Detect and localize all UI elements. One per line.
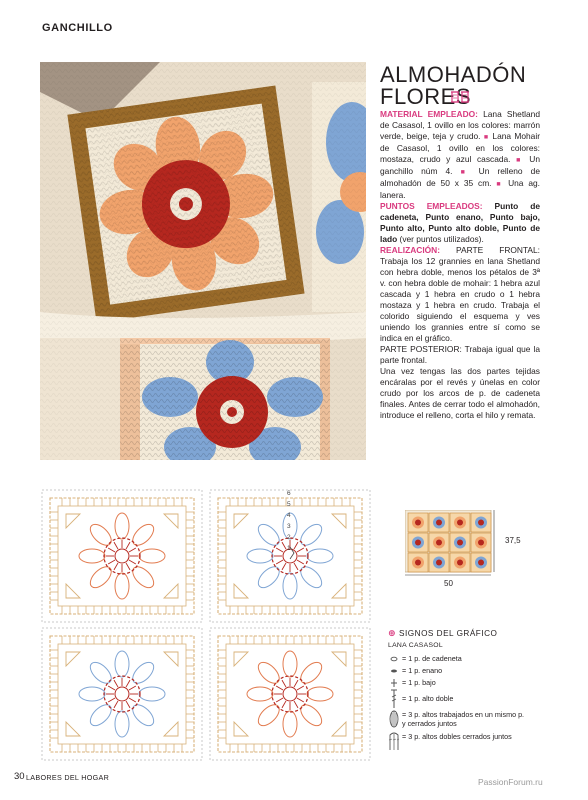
corner-cluster	[234, 652, 248, 666]
granny-tan-round	[218, 636, 362, 752]
granny-outer-border	[42, 628, 202, 760]
cluster-3dc-icon	[388, 709, 400, 729]
article-body	[380, 109, 540, 421]
center-stitch	[294, 542, 298, 549]
granny-tan-round	[50, 498, 194, 614]
cushion-photo	[40, 62, 366, 460]
thumb-center	[415, 520, 421, 526]
petal-cluster	[247, 687, 273, 701]
center-stitch	[129, 548, 136, 552]
crochet-chart	[38, 487, 374, 763]
thumb-center	[436, 540, 442, 546]
row-number-label: 6	[287, 490, 291, 497]
legend-title	[388, 628, 528, 639]
center-stitch	[108, 560, 115, 564]
center-magic-ring	[283, 687, 297, 701]
petal-cluster	[297, 659, 325, 687]
granny-inner-round	[58, 644, 186, 744]
bullet-square-icon: ■	[483, 134, 490, 141]
row-number-label: 5	[287, 501, 291, 508]
legend-item: = 1 p. enano	[388, 665, 528, 677]
granny-inner-round	[58, 506, 186, 606]
thumb-center	[478, 520, 484, 526]
legend-item: = 1 p. bajo	[388, 677, 528, 689]
realizacion-text: PARTE FRONTAL: Trabaja los 12 grannies en lana Shetland con hebra doble, menos los pétalos de 3ª v. con hebra doble de mohair: 1 hebra azul cascada y 1 hebra en crudo o 1 hebra mostaza y 1 hebra en crudo. Trabaja el colorido siguiendo el esquema y ves uniendo los grannies entre sí como se indica en el gráfico.	[380, 245, 540, 343]
materials-text-1: Lana Shetland de Casasol, 1 ovillo en los colores: marrón verde, beige, teja y crudo.	[380, 109, 540, 141]
petal-cluster	[247, 549, 273, 563]
final-paragraph: Una vez tengas las dos partes tejidas encáralas por el revés y únelas en color crudo por los arcos de p. de cadeneta finales. Antes de cerrar todo el almohadón, introduce el relleno, corta el hilo y remata.	[380, 366, 540, 420]
petal-cluster	[129, 701, 157, 729]
center-stitch	[114, 542, 118, 549]
center-stitch	[297, 560, 304, 564]
granny-outer-border	[42, 490, 202, 622]
cluster-3tr-icon	[388, 731, 400, 751]
petal-cluster	[129, 563, 157, 591]
article-title-line2: FLORES	[380, 84, 472, 109]
height-dimension-label: 37,5	[505, 536, 521, 545]
petal-cluster	[255, 701, 283, 729]
granny-outer-border	[210, 628, 370, 760]
corner-cluster	[234, 722, 248, 736]
center-stitch	[108, 686, 115, 690]
legend-subtitle: LANA CASASOL	[388, 642, 443, 649]
cushion-photo-illustration	[40, 62, 366, 460]
corner-cluster	[332, 514, 346, 528]
petal-cluster	[297, 521, 325, 549]
corner-cluster	[66, 722, 80, 736]
single-crochet-icon	[388, 677, 400, 689]
petal-cluster	[87, 563, 115, 591]
petal-cluster	[87, 659, 115, 687]
granny-outer-border	[210, 490, 370, 622]
yarn-spools-icon	[450, 89, 470, 105]
thumb-center	[478, 540, 484, 546]
petal-cluster	[79, 687, 105, 701]
bullet-square-icon: ■	[496, 181, 504, 188]
center-stitch	[114, 701, 118, 708]
petal-cluster	[115, 513, 129, 539]
petal-cluster	[115, 711, 129, 737]
section-label: GANCHILLO	[42, 22, 113, 34]
slip-stitch-icon	[388, 665, 400, 677]
corner-cluster	[234, 514, 248, 528]
bullet-square-icon: ■	[460, 169, 471, 176]
petal-cluster	[283, 651, 297, 677]
center-stitch	[276, 548, 283, 552]
petal-cluster	[139, 549, 165, 563]
granny-inner-round	[226, 644, 354, 744]
corner-cluster	[234, 584, 248, 598]
thumb-center	[478, 560, 484, 566]
center-stitch	[282, 680, 286, 687]
center-magic-ring	[115, 549, 129, 563]
materials-text-4: Un relleno de almohadón de 50 x 35 cm.	[380, 166, 540, 188]
row-number-label: 2	[287, 534, 291, 541]
row-number-label: 3	[287, 523, 291, 530]
legend-item: = 1 p. alto doble	[388, 689, 528, 709]
center-stitch	[276, 560, 283, 564]
center-stitch	[126, 701, 130, 708]
thumb-center	[457, 540, 463, 546]
materials-label: MATERIAL EMPLEADO:	[380, 109, 478, 119]
center-stitch	[276, 698, 283, 702]
corner-cluster	[332, 584, 346, 598]
corner-cluster	[332, 652, 346, 666]
petal-cluster	[129, 659, 157, 687]
center-stitch	[282, 563, 286, 570]
petal-cluster	[79, 549, 105, 563]
legend-item: = 1 p. de cadeneta	[388, 653, 528, 665]
petal-cluster	[87, 701, 115, 729]
center-stitch	[294, 701, 298, 708]
center-stitch	[108, 698, 115, 702]
points-tail: (ver puntos utilizados).	[397, 234, 484, 244]
magazine-name: LABORES DEL HOGAR	[26, 773, 110, 782]
row-number-label: 1	[287, 545, 291, 552]
thumb-center	[457, 520, 463, 526]
row-number-label: 4	[287, 512, 291, 519]
center-stitch	[129, 560, 136, 564]
center-stitch	[282, 542, 286, 549]
points-label: PUNTOS EMPLEADOS:	[380, 201, 483, 211]
thumb-center	[415, 540, 421, 546]
bullet-square-icon: ■	[516, 157, 524, 164]
thumb-center	[415, 560, 421, 566]
center-stitch	[294, 563, 298, 570]
petal-cluster	[283, 711, 297, 737]
center-stitch	[114, 680, 118, 687]
corner-cluster	[164, 652, 178, 666]
granny-tan-round	[50, 636, 194, 752]
petal-cluster	[129, 521, 157, 549]
center-stitch	[108, 548, 115, 552]
watermark: PassionForum.ru	[478, 777, 543, 787]
double-treble-icon	[388, 689, 400, 709]
legend-title-text: SIGNOS DEL GRÁFICO	[399, 629, 498, 638]
corner-cluster	[66, 584, 80, 598]
article-title-line1: ALMOHADÓN	[380, 62, 527, 87]
materials-paragraph	[380, 109, 540, 201]
points-paragraph	[380, 201, 540, 245]
realizacion-label: REALIZACIÓN:	[380, 245, 441, 255]
corner-cluster	[164, 584, 178, 598]
center-stitch	[114, 563, 118, 570]
posterior-paragraph: PARTE POSTERIOR: Trabaja igual que la parte frontal.	[380, 344, 540, 365]
corner-cluster	[66, 652, 80, 666]
petal-cluster	[297, 563, 325, 591]
petal-cluster	[307, 687, 333, 701]
materials-text-2: Lana Mohair de Casasol, 1 ovillo en los colores: mostaza, crudo y azul cascada.	[380, 131, 540, 164]
petal-cluster	[87, 521, 115, 549]
cushion-layout-diagram	[405, 510, 497, 576]
chart-symbol-icon: ⊕	[388, 628, 400, 638]
center-stitch	[276, 686, 283, 690]
petal-cluster	[255, 659, 283, 687]
center-stitch	[297, 548, 304, 552]
materials-text-3: Un ganchillo núm 4.	[380, 154, 540, 176]
petal-cluster	[115, 573, 129, 599]
chain-stitch-icon	[388, 653, 400, 665]
center-stitch	[297, 686, 304, 690]
center-magic-ring	[115, 687, 129, 701]
center-stitch	[126, 563, 130, 570]
petal-cluster	[307, 549, 333, 563]
petal-cluster	[255, 563, 283, 591]
corner-cluster	[66, 514, 80, 528]
center-stitch	[126, 542, 130, 549]
petal-cluster	[139, 687, 165, 701]
width-dimension-label: 50	[444, 579, 453, 588]
realizacion-paragraph	[380, 245, 540, 344]
materials-text-5: Una ag. lanera.	[380, 178, 540, 200]
corner-cluster	[164, 722, 178, 736]
center-stitch	[129, 698, 136, 702]
center-stitch	[126, 680, 130, 687]
thumb-center	[436, 520, 442, 526]
page-number: 30	[14, 771, 25, 782]
corner-cluster	[164, 514, 178, 528]
petal-cluster	[255, 521, 283, 549]
chart-legend	[388, 628, 528, 753]
center-stitch	[297, 698, 304, 702]
thumb-center	[457, 560, 463, 566]
corner-cluster	[332, 722, 346, 736]
legend-item: = 3 p. altos dobles cerrados juntos	[388, 731, 528, 753]
thumb-center	[436, 560, 442, 566]
center-stitch	[282, 701, 286, 708]
petal-cluster	[297, 701, 325, 729]
granny-inner-round	[226, 506, 354, 606]
legend-item: = 3 p. altos trabajados en un mismo p. y cerrados juntos	[388, 709, 528, 731]
petal-cluster	[115, 651, 129, 677]
center-stitch	[294, 680, 298, 687]
center-stitch	[129, 686, 136, 690]
petal-cluster	[283, 573, 297, 599]
points-list: Punto de cadeneta, Punto enano, Punto bajo, Punto alto, Punto alto doble, Punto de lado	[380, 201, 540, 244]
